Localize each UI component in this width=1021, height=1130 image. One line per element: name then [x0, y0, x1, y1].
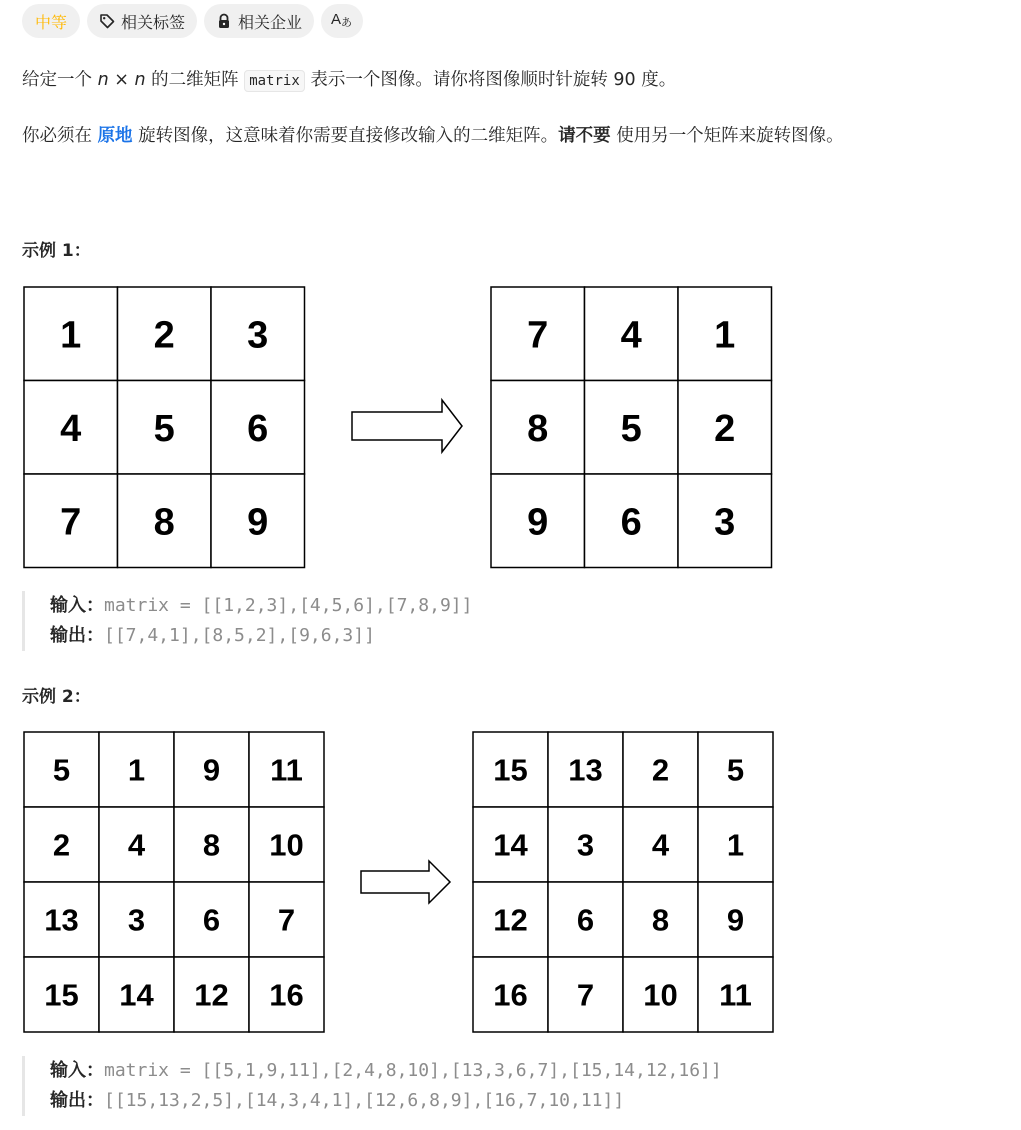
matrix-cell-value: 7: [527, 314, 549, 357]
example-1-title: 示例 1：: [22, 241, 91, 261]
matrix-cell-value: 1: [127, 752, 146, 788]
matrix-cell-value: 15: [493, 752, 528, 788]
matrix-cell-value: 6: [202, 902, 221, 938]
matrix-cell-value: 16: [269, 977, 304, 1013]
description-text: 表示一个图像。请你将图像顺时针旋转 90 度。: [304, 70, 677, 90]
matrix-cell-value: 4: [651, 827, 670, 863]
matrix-cell-value: 12: [493, 902, 528, 938]
translate-button[interactable]: [321, 4, 363, 38]
matrix-cell-value: 13: [44, 902, 79, 938]
highlight-link[interactable]: 原地: [97, 126, 133, 146]
input-value: matrix = [[5,1,9,11],[2,4,8,10],[13,3,6,7],[15,14,12,16]]: [104, 1060, 722, 1081]
example-1-io: [22, 591, 472, 651]
translate-icon: [331, 9, 353, 33]
output-label: 输出：: [50, 1090, 104, 1111]
matrix-cell-value: 5: [620, 407, 642, 450]
example-1-figure: [0, 280, 1021, 574]
example-2-io: [22, 1056, 722, 1116]
math-variable: n: [134, 70, 146, 90]
description-text: 你必须在: [22, 126, 98, 146]
inline-code: matrix: [244, 70, 305, 92]
matrix-cell-value: 16: [493, 977, 528, 1013]
matrix-cell-value: 3: [127, 902, 146, 938]
related-companies-label: 相关企业: [238, 12, 303, 32]
example-1-output-line: [50, 621, 472, 651]
matrix-cell-value: 5: [726, 752, 745, 788]
input-value: matrix = [[1,2,3],[4,5,6],[7,8,9]]: [104, 595, 473, 616]
svg-text:A: A: [331, 11, 342, 28]
description-text: 的二维矩阵: [145, 70, 245, 90]
bold-text: 请不要: [558, 126, 611, 146]
matrix-cell-value: 9: [202, 752, 221, 788]
related-companies-button[interactable]: [204, 4, 314, 38]
example-1-output-matrix: [491, 287, 772, 568]
description-text: 旋转图像，这意味着你需要直接修改输入的二维矩阵。: [132, 126, 559, 146]
matrix-cell-value: 10: [643, 977, 678, 1013]
related-tags-button[interactable]: [87, 4, 197, 38]
matrix-cell-value: 1: [726, 827, 745, 863]
arrow-icon: [361, 861, 450, 903]
arrow-icon: [352, 400, 462, 452]
matrix-cell-value: 11: [719, 977, 752, 1013]
related-tags-label: 相关标签: [121, 12, 186, 32]
example-2-title: 示例 2：: [22, 687, 91, 707]
example-2-input-matrix: [24, 732, 324, 1032]
matrix-cell-value: 15: [44, 977, 79, 1013]
matrix-cell-value: 2: [714, 407, 736, 450]
matrix-cell-value: 9: [726, 902, 745, 938]
example-2-output-matrix: [473, 732, 773, 1032]
matrix-cell-value: 3: [714, 501, 736, 544]
matrix-cell-value: 12: [194, 977, 229, 1013]
matrix-cell-value: 10: [269, 827, 304, 863]
description-text: ×: [108, 70, 135, 90]
matrix-cell-value: 2: [651, 752, 670, 788]
matrix-cell-value: 4: [620, 314, 642, 357]
matrix-cell-value: 14: [119, 977, 154, 1013]
matrix-cell-value: 2: [153, 314, 175, 357]
input-label: 输入：: [50, 1060, 104, 1081]
example-1-input-matrix: [24, 287, 305, 568]
matrix-cell-value: 2: [52, 827, 71, 863]
output-value: [[7,4,1],[8,5,2],[9,6,3]]: [104, 625, 375, 646]
matrix-cell-value: 8: [202, 827, 221, 863]
matrix-cell-value: 8: [651, 902, 670, 938]
example-2-input-line: [50, 1056, 722, 1086]
matrix-cell-value: 4: [127, 827, 146, 863]
matrix-cell-value: 6: [620, 501, 642, 544]
matrix-cell-value: 7: [576, 977, 595, 1013]
math-variable: n: [97, 70, 109, 90]
matrix-cell-value: 3: [247, 314, 269, 357]
output-label: 输出：: [50, 625, 104, 646]
matrix-cell-value: 13: [568, 752, 603, 788]
description-text: 使用另一个矩阵来旋转图像。: [610, 126, 844, 146]
matrix-cell-value: 5: [153, 407, 175, 450]
example-2-output-line: [50, 1086, 722, 1116]
matrix-cell-value: 14: [493, 827, 528, 863]
matrix-cell-value: 4: [60, 407, 82, 450]
matrix-cell-value: 5: [52, 752, 71, 788]
matrix-cell-value: 1: [714, 314, 736, 357]
matrix-cell-value: 6: [247, 407, 269, 450]
example-1-input-line: [50, 591, 472, 621]
lock-icon: [216, 13, 232, 29]
svg-text:あ: あ: [341, 16, 353, 29]
matrix-cell-value: 9: [527, 501, 549, 544]
matrix-cell-value: 6: [576, 902, 595, 938]
input-label: 输入：: [50, 595, 104, 616]
output-value: [[15,13,2,5],[14,3,4,1],[12,6,8,9],[16,7,10,11]]: [104, 1090, 625, 1111]
description-paragraph-1: [22, 67, 676, 94]
matrix-cell-value: 1: [60, 314, 82, 357]
description-paragraph-2: [22, 123, 844, 149]
matrix-cell-value: 7: [60, 501, 82, 544]
tag-icon: [99, 13, 115, 29]
matrix-cell-value: 9: [247, 501, 269, 544]
matrix-cell-value: 3: [576, 827, 595, 863]
difficulty-badge[interactable]: 中等: [22, 4, 80, 38]
example-2-figure: [0, 725, 1021, 1037]
description-text: 给定一个: [22, 70, 98, 90]
tag-bar: [22, 4, 363, 38]
matrix-cell-value: 8: [527, 407, 549, 450]
matrix-cell-value: 7: [277, 902, 296, 938]
matrix-cell-value: 8: [153, 501, 175, 544]
matrix-cell-value: 11: [270, 752, 303, 788]
